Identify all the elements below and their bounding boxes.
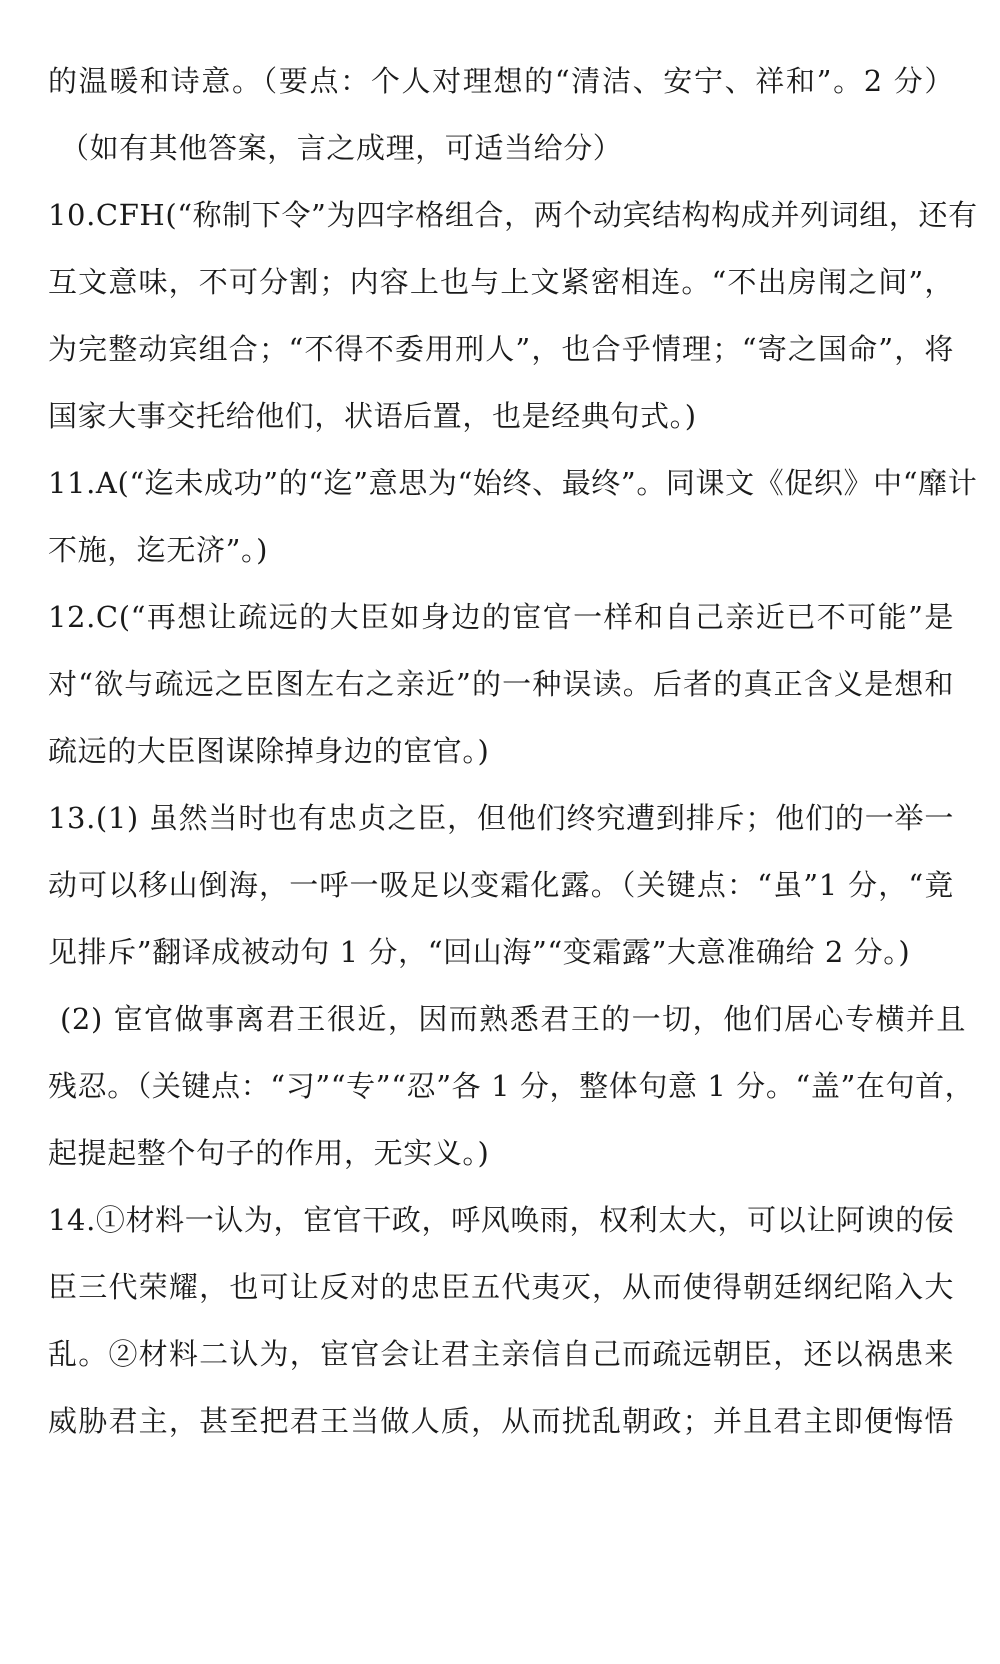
text-line: 不施，迄无济”。) [48, 533, 269, 567]
answer-13-line: 13.(1) 虽然当时也有忠贞之臣，但他们终究遭到排斥；他们的一举一 [48, 801, 954, 835]
text-line: 互文意味，不可分割；内容上也与上文紧密相连。“不出房闱之间”， [48, 265, 954, 299]
text-line: 威胁君主，甚至把君王当做人质，从而扰乱朝政；并且君主即便悔悟 [48, 1404, 954, 1438]
answer-12-line: 12.C(“再想让疏远的大臣如身边的宦官一样和自己亲近已不可能”是 [48, 600, 954, 634]
answer-11-line: 11.A(“迄未成功”的“迄”意思为“始终、最终”。同课文《促织》中“靡计 [48, 466, 978, 500]
text-line: 动可以移山倒海，一呼一吸足以变霜化露。（关键点：“虽”1 分，“竟 [48, 868, 954, 902]
answer-10-line: 10.CFH(“称制下令”为四字格组合，两个动宾结构构成并列词组，还有 [48, 198, 978, 232]
text-line: 的温暖和诗意。（要点：个人对理想的“清洁、安宁、祥和”。2 分） [48, 64, 954, 98]
text-line: 见排斥”翻译成被动句 1 分，“回山海”“变霜露”大意准确给 2 分。) [48, 935, 911, 969]
text-line: 乱。②材料二认为，宦官会让君主亲信自己而疏远朝臣，还以祸患来 [48, 1337, 954, 1371]
text-line: 臣三代荣耀，也可让反对的忠臣五代夷灭，从而使得朝廷纲纪陷入大 [48, 1270, 954, 1304]
text-line: 残忍。（关键点：“习”“专”“忍”各 1 分，整体句意 1 分。“盖”在句首， [48, 1069, 975, 1103]
text-line: 为完整动宾组合；“不得不委用刑人”，也合乎情理；“寄之国命”，将 [48, 332, 954, 366]
text-line: 疏远的大臣图谋除掉身边的宦官。) [48, 734, 490, 768]
answer-14-line: 14.①材料一认为，宦官干政，呼风唤雨，权利太大，可以让阿谀的佞 [48, 1203, 955, 1237]
text-line: 国家大事交托给他们，状语后置，也是经典句式。) [48, 399, 697, 433]
text-line: 起提起整个句子的作用，无实义。) [48, 1136, 490, 1170]
text-line: （如有其他答案，言之成理，可适当给分） [60, 131, 623, 165]
text-line: 对“欲与疏远之臣图左右之亲近”的一种误读。后者的真正含义是想和 [48, 667, 954, 701]
answer-13-part2-line: (2) 宦官做事离君王很近，因而熟悉君王的一切，他们居心专横并且 [60, 1002, 966, 1036]
